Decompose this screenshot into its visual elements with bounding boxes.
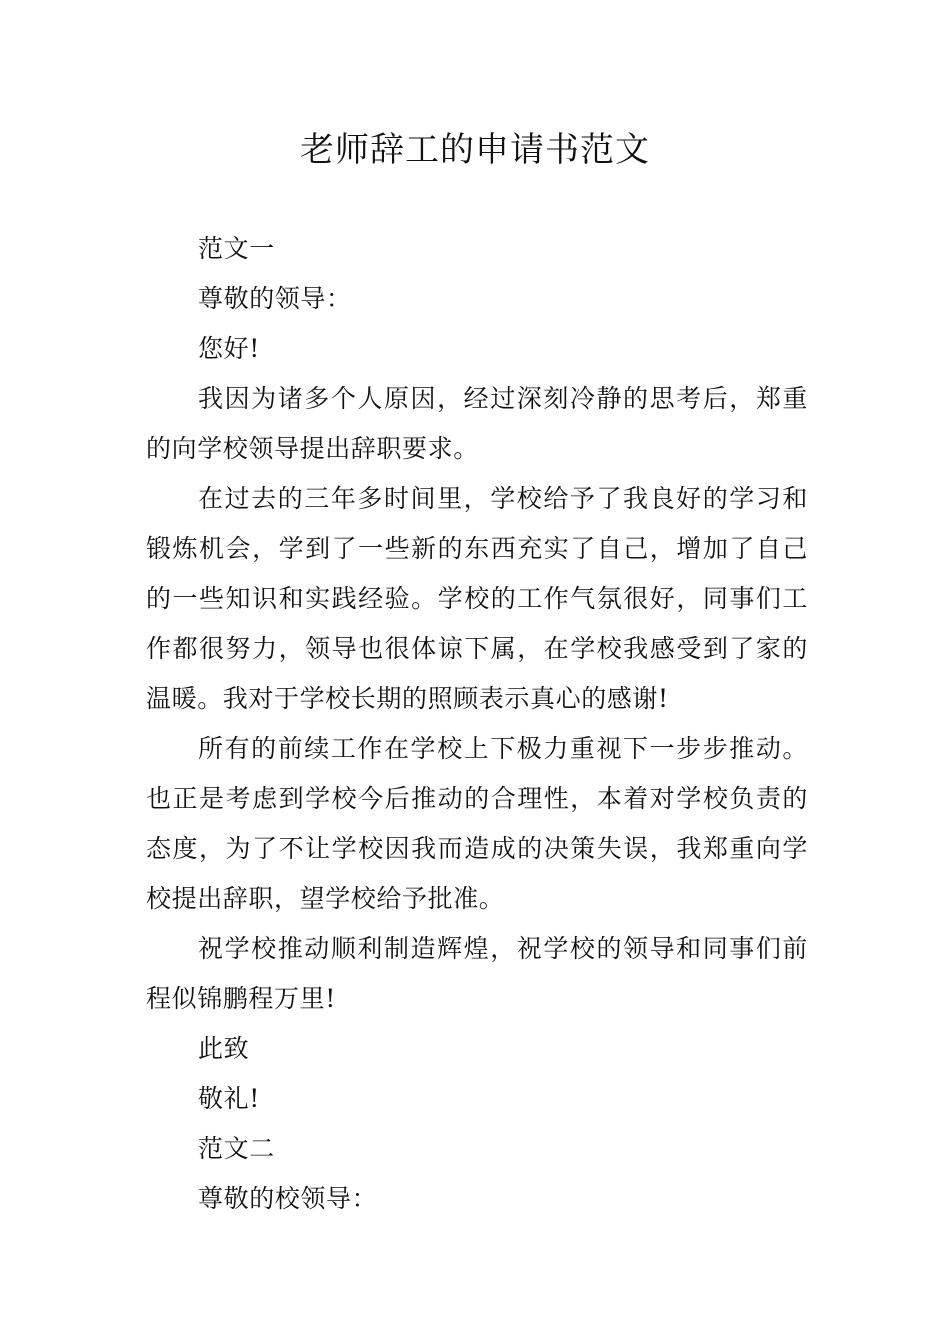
closing-line: 此致: [198, 1034, 250, 1063]
body-paragraph: 所有的前续工作在学校上下极力重视下一步步推动。也正是考虑到学校今后推动的合理性，本着对学校负责的态度，为了不让学校因我而造成的决策失误，我郑重向学校提出辞职，望学校给予批准。: [146, 734, 808, 913]
section-heading-1: 范文一: [198, 234, 275, 263]
section-heading-2: 范文二: [198, 1134, 275, 1163]
body-paragraph: 我因为诸多个人原因，经过深刻冷静的思考后，郑重的向学校领导提出辞职要求。: [146, 384, 808, 463]
salutation: 尊敬的校领导：: [198, 1184, 378, 1213]
salutation: 尊敬的领导：: [198, 284, 352, 313]
body-paragraph: 在过去的三年多时间里，学校给予了我良好的学习和锻炼机会，学到了一些新的东西充实了自己，增加了自己的一些知识和实践经验。学校的工作气氛很好，同事们工作都很努力，领导也很体谅下属，在学校我感受到了家的温暖。我对于学校长期的照顾表示真心的感谢!: [146, 484, 808, 713]
document-title: 老师辞工的申请书范文: [300, 130, 650, 170]
greeting: 您好!: [198, 334, 260, 363]
body-paragraph: 祝学校推动顺利制造辉煌，祝学校的领导和同事们前程似锦鹏程万里!: [146, 934, 808, 1013]
closing-line: 敬礼!: [198, 1084, 260, 1113]
document-body: [146, 224, 808, 1224]
